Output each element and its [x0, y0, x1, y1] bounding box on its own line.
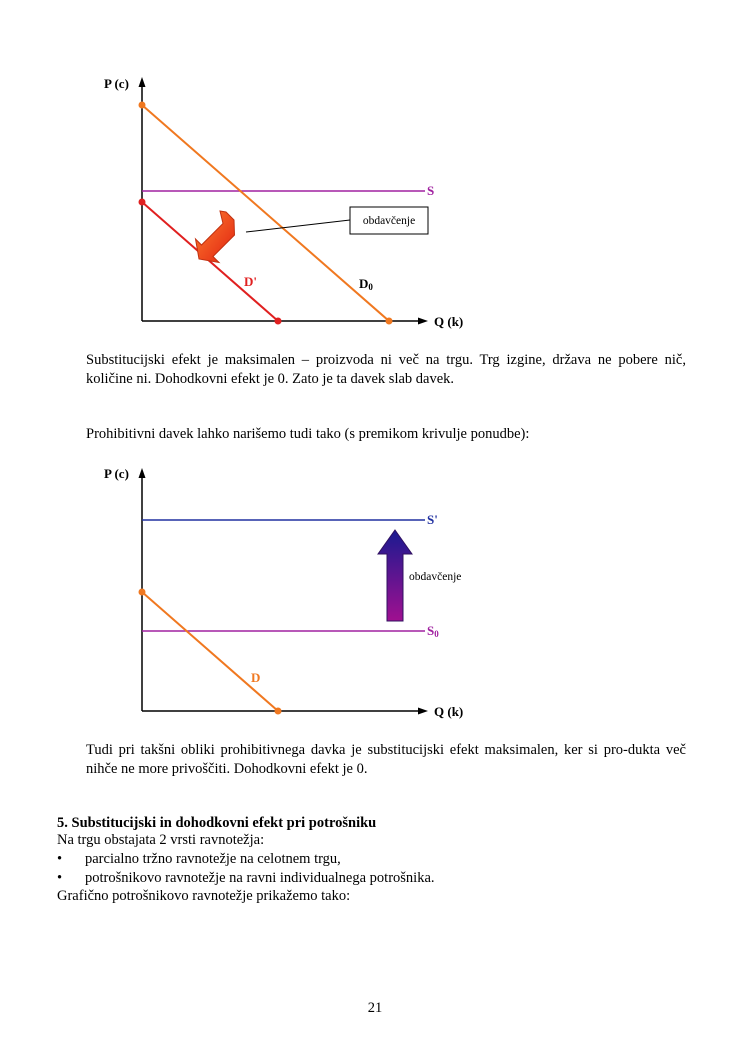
paragraph-2: Prohibitivni davek lahko narišemo tudi tako (s premikom krivulje ponudbe):: [86, 426, 530, 442]
demand-point: [275, 708, 282, 715]
bullet-icon: •: [57, 870, 63, 886]
page-number: 21: [367, 1000, 383, 1016]
supply-label: S0: [427, 623, 439, 639]
y-axis-label: P (c): [104, 466, 129, 481]
x-axis-arrow: [418, 708, 428, 715]
list-item-text: parcialno tržno ravnotežje na celotnem trgu,: [85, 851, 341, 867]
demand-shifted-label: D': [244, 274, 257, 289]
demand-label: D: [251, 670, 261, 685]
demand-point: [139, 589, 146, 596]
list-item-text: potrošnikovo ravnotežje na ravni individualnega potrošnika.: [85, 870, 435, 886]
supply-shifted-label: S': [427, 512, 438, 527]
callout-text: obdavčenje: [409, 571, 462, 583]
paragraph-3: Tudi pri takšni obliki prohibitivnega davka je substitucijski efekt maksimalen, ker si pro-dukta več nihče ne more privoščiti. Dohodkovni efekt je 0.: [86, 742, 686, 777]
section-intro: Na trgu obstajata 2 vrsti ravnotežja:: [57, 832, 265, 848]
section-heading: 5. Substitucijski in dohodkovni efekt pri potrošniku: [57, 815, 377, 831]
demand-label: D0: [359, 276, 373, 292]
y-axis-arrow: [139, 468, 146, 478]
demand-line: [142, 592, 278, 711]
bullet-icon: •: [57, 851, 63, 867]
shift-up-arrow: [378, 530, 412, 621]
list-item: [57, 850, 341, 869]
x-axis-label: Q (k): [434, 314, 464, 329]
supply-label: S: [427, 183, 435, 198]
x-axis-label: Q (k): [434, 704, 464, 719]
list-item: [57, 869, 435, 888]
paragraph-1: Substitucijski efekt je maksimalen – proizvoda ni več na trgu. Trg izgine, država ne pobere nič, količine ni. Dohodkovni efekt je 0. Zato je ta davek slab davek.: [86, 352, 686, 387]
section-outro: Grafično potrošnikovo ravnotežje prikažemo tako:: [57, 888, 351, 904]
callout-text: obdavčenje: [362, 215, 416, 227]
y-axis-label: P (c): [104, 76, 129, 91]
